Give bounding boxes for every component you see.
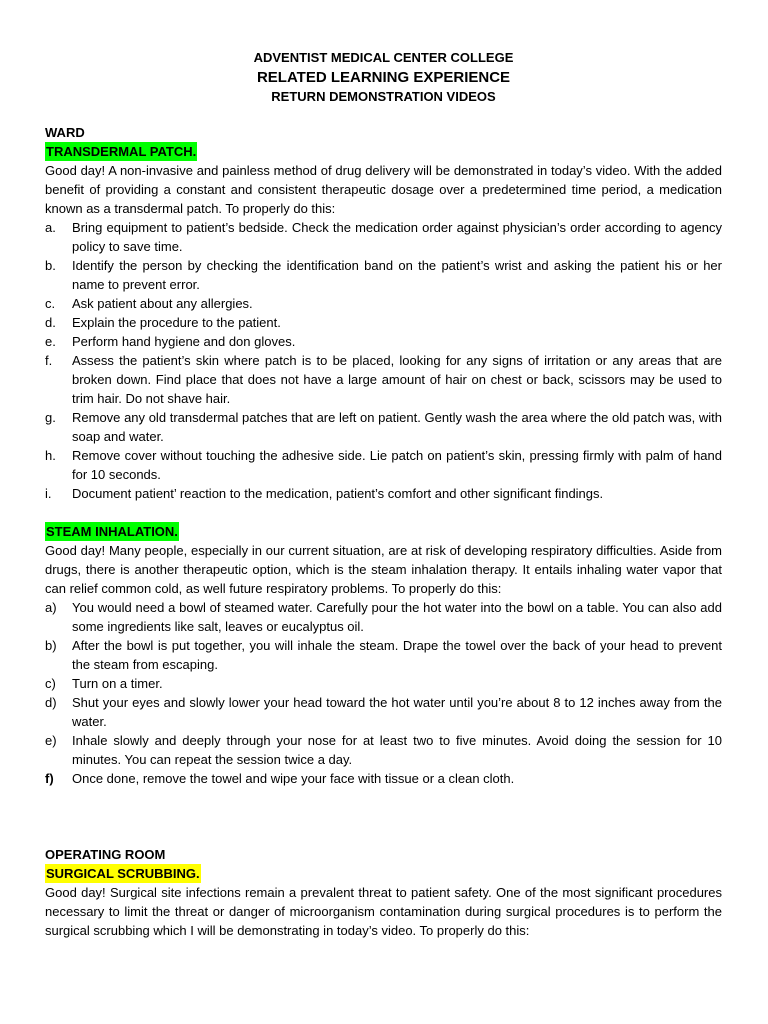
document-header [45, 49, 722, 106]
list-marker: f. [45, 353, 53, 368]
list-text: Ask patient about any allergies. [72, 296, 253, 311]
list-marker: a) [45, 600, 57, 615]
list-item [45, 598, 722, 636]
list-marker: c) [45, 676, 56, 691]
list-marker: a. [45, 220, 56, 235]
transdermal-patch-title: TRANSDERMAL PATCH. [46, 144, 197, 159]
steam-steps [45, 598, 722, 788]
list-text: Assess the patient’s skin where patch is to be placed, looking for any signs of irritation or any areas that are broken down. Find place that does not have a large amount of hair on chest or back, scissors may be used to trim hair. Do not shave hair. [72, 353, 722, 406]
steam-inhalation-title: STEAM INHALATION. [46, 524, 178, 539]
list-item [45, 674, 722, 693]
list-text: Document patient’ reaction to the medication, patient’s comfort and other significant findings. [72, 486, 604, 501]
scrubbing-intro: Good day! Surgical site infections remain a prevalent threat to patient safety. One of the most significant procedures necessary to limit the threat or danger of microorganism contamination during surgical procedures is to perform the surgical scrubbing which I will be demonstrating in today’s video. To properly do this: [45, 885, 722, 938]
list-item [45, 256, 722, 294]
list-marker: b. [45, 258, 56, 273]
document-title: RELATED LEARNING EXPERIENCE [256, 69, 511, 86]
operating-room-heading: OPERATING ROOM [45, 847, 166, 862]
list-item [45, 731, 722, 769]
list-item [45, 446, 722, 484]
list-text: Explain the procedure to the patient. [72, 315, 281, 330]
list-marker: d. [45, 315, 56, 330]
list-text: Remove any old transdermal patches that are left on patient. Gently wash the area where the old patch was, with soap and water. [72, 410, 722, 444]
list-item [45, 484, 722, 503]
steam-intro: Good day! Many people, especially in our current situation, are at risk of developing respiratory difficulties. Aside from drugs, there is another therapeutic option, which is the steam inhalation therapy. It entails inhaling water vapor that can relief common cold, as well future respiratory problems. To properly do this: [45, 543, 722, 596]
list-item [45, 636, 722, 674]
list-text: Once done, remove the towel and wipe your face with tissue or a clean cloth. [72, 771, 515, 786]
list-text: Remove cover without touching the adhesive side. Lie patch on patient’s skin, pressing firmly with palm of hand for 10 seconds. [72, 448, 722, 482]
college-name: ADVENTIST MEDICAL CENTER COLLEGE [253, 50, 514, 65]
list-item [45, 351, 722, 408]
list-item [45, 294, 722, 313]
list-marker: b) [45, 638, 57, 653]
list-marker: i. [45, 486, 52, 501]
surgical-scrubbing-title: SURGICAL SCRUBBING. [46, 866, 200, 881]
list-text: Turn on a timer. [72, 676, 163, 691]
transdermal-intro: Good day! A non-invasive and painless method of drug delivery will be demonstrated in today’s video. With the added benefit of providing a constant and consistent therapeutic dosage over a predetermined time period, a medication known as a transdermal patch. To properly do this: [45, 163, 722, 216]
list-marker: d) [45, 695, 57, 710]
transdermal-steps [45, 218, 722, 503]
list-item [45, 408, 722, 446]
list-text: Identify the person by checking the identification band on the patient’s wrist and asking the patient his or her name to prevent error. [72, 258, 722, 292]
list-text: You would need a bowl of steamed water. Carefully pour the hot water into the bowl on a table. You can also add some ingredients like salt, leaves or eucalyptus oil. [72, 600, 722, 634]
list-item [45, 332, 722, 351]
ward-heading: WARD [45, 125, 85, 140]
list-item [45, 769, 722, 788]
list-text: Perform hand hygiene and don gloves. [72, 334, 296, 349]
list-item [45, 313, 722, 332]
document-subtitle: RETURN DEMONSTRATION VIDEOS [271, 89, 496, 104]
list-marker: g. [45, 410, 56, 425]
list-text: Shut your eyes and slowly lower your head toward the hot water until you’re about 8 to 12 inches away from the water. [72, 695, 722, 729]
list-marker: h. [45, 448, 56, 463]
spacer [45, 788, 722, 845]
list-item [45, 218, 722, 256]
list-text: Bring equipment to patient’s bedside. Check the medication order against physician’s order according to agency policy to save time. [72, 220, 722, 254]
list-text: Inhale slowly and deeply through your nose for at least two to five minutes. Avoid doing the session for 10 minutes. You can repeat the session twice a day. [72, 733, 722, 767]
list-marker: c. [45, 296, 56, 311]
list-marker: e) [45, 733, 57, 748]
list-item [45, 693, 722, 731]
list-text: After the bowl is put together, you will inhale the steam. Drape the towel over the back of your head to prevent the steam from escaping. [72, 638, 722, 672]
spacer [45, 503, 722, 522]
list-marker: e. [45, 334, 56, 349]
list-marker: f) [45, 771, 54, 786]
